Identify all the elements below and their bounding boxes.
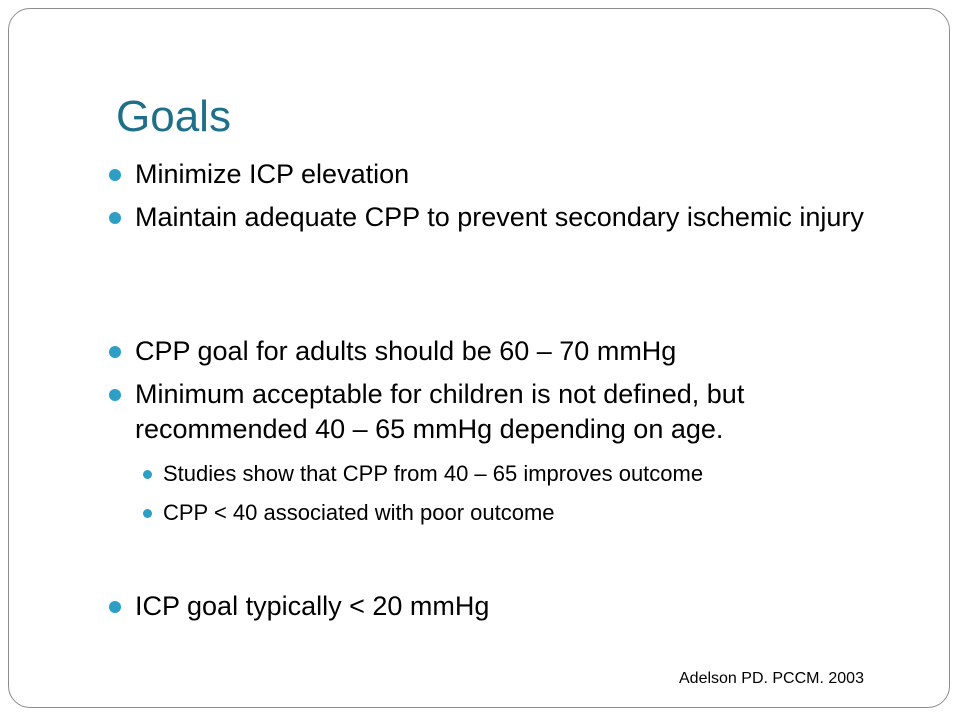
bullet-marker-icon [109,169,121,181]
bullet-marker-icon [109,389,121,401]
bullet-item [135,157,905,192]
bullet-item [135,377,905,447]
sub-bullet-item [163,499,903,527]
bullet-text: Minimum acceptable for children is not defined, but recommended 40 – 65 mmHg depending on age. [135,379,745,444]
bullet-item [135,334,905,369]
bullet-marker-icon [109,346,121,358]
sub-bullet-text: CPP < 40 associated with poor outcome [163,500,555,525]
sub-bullet-marker-icon [143,470,152,479]
bullet-text: CPP goal for adults should be 60 – 70 mmHg [135,336,677,366]
bullet-item [135,589,905,624]
bullet-text: Minimize ICP elevation [135,159,410,189]
bullet-marker-icon [109,601,121,613]
slide-title: Goals [116,92,231,141]
sub-bullet-marker-icon [143,509,152,518]
citation-text: Adelson PD. PCCM. 2003 [679,670,864,687]
bullet-text: Maintain adequate CPP to prevent secondary ischemic injury [135,202,864,232]
sub-bullet-text: Studies show that CPP from 40 – 65 improves outcome [163,461,704,486]
bullet-item [135,200,905,235]
bullet-marker-icon [109,212,121,224]
bullet-text: ICP goal typically < 20 mmHg [135,591,490,621]
sub-bullet-item [163,460,903,488]
